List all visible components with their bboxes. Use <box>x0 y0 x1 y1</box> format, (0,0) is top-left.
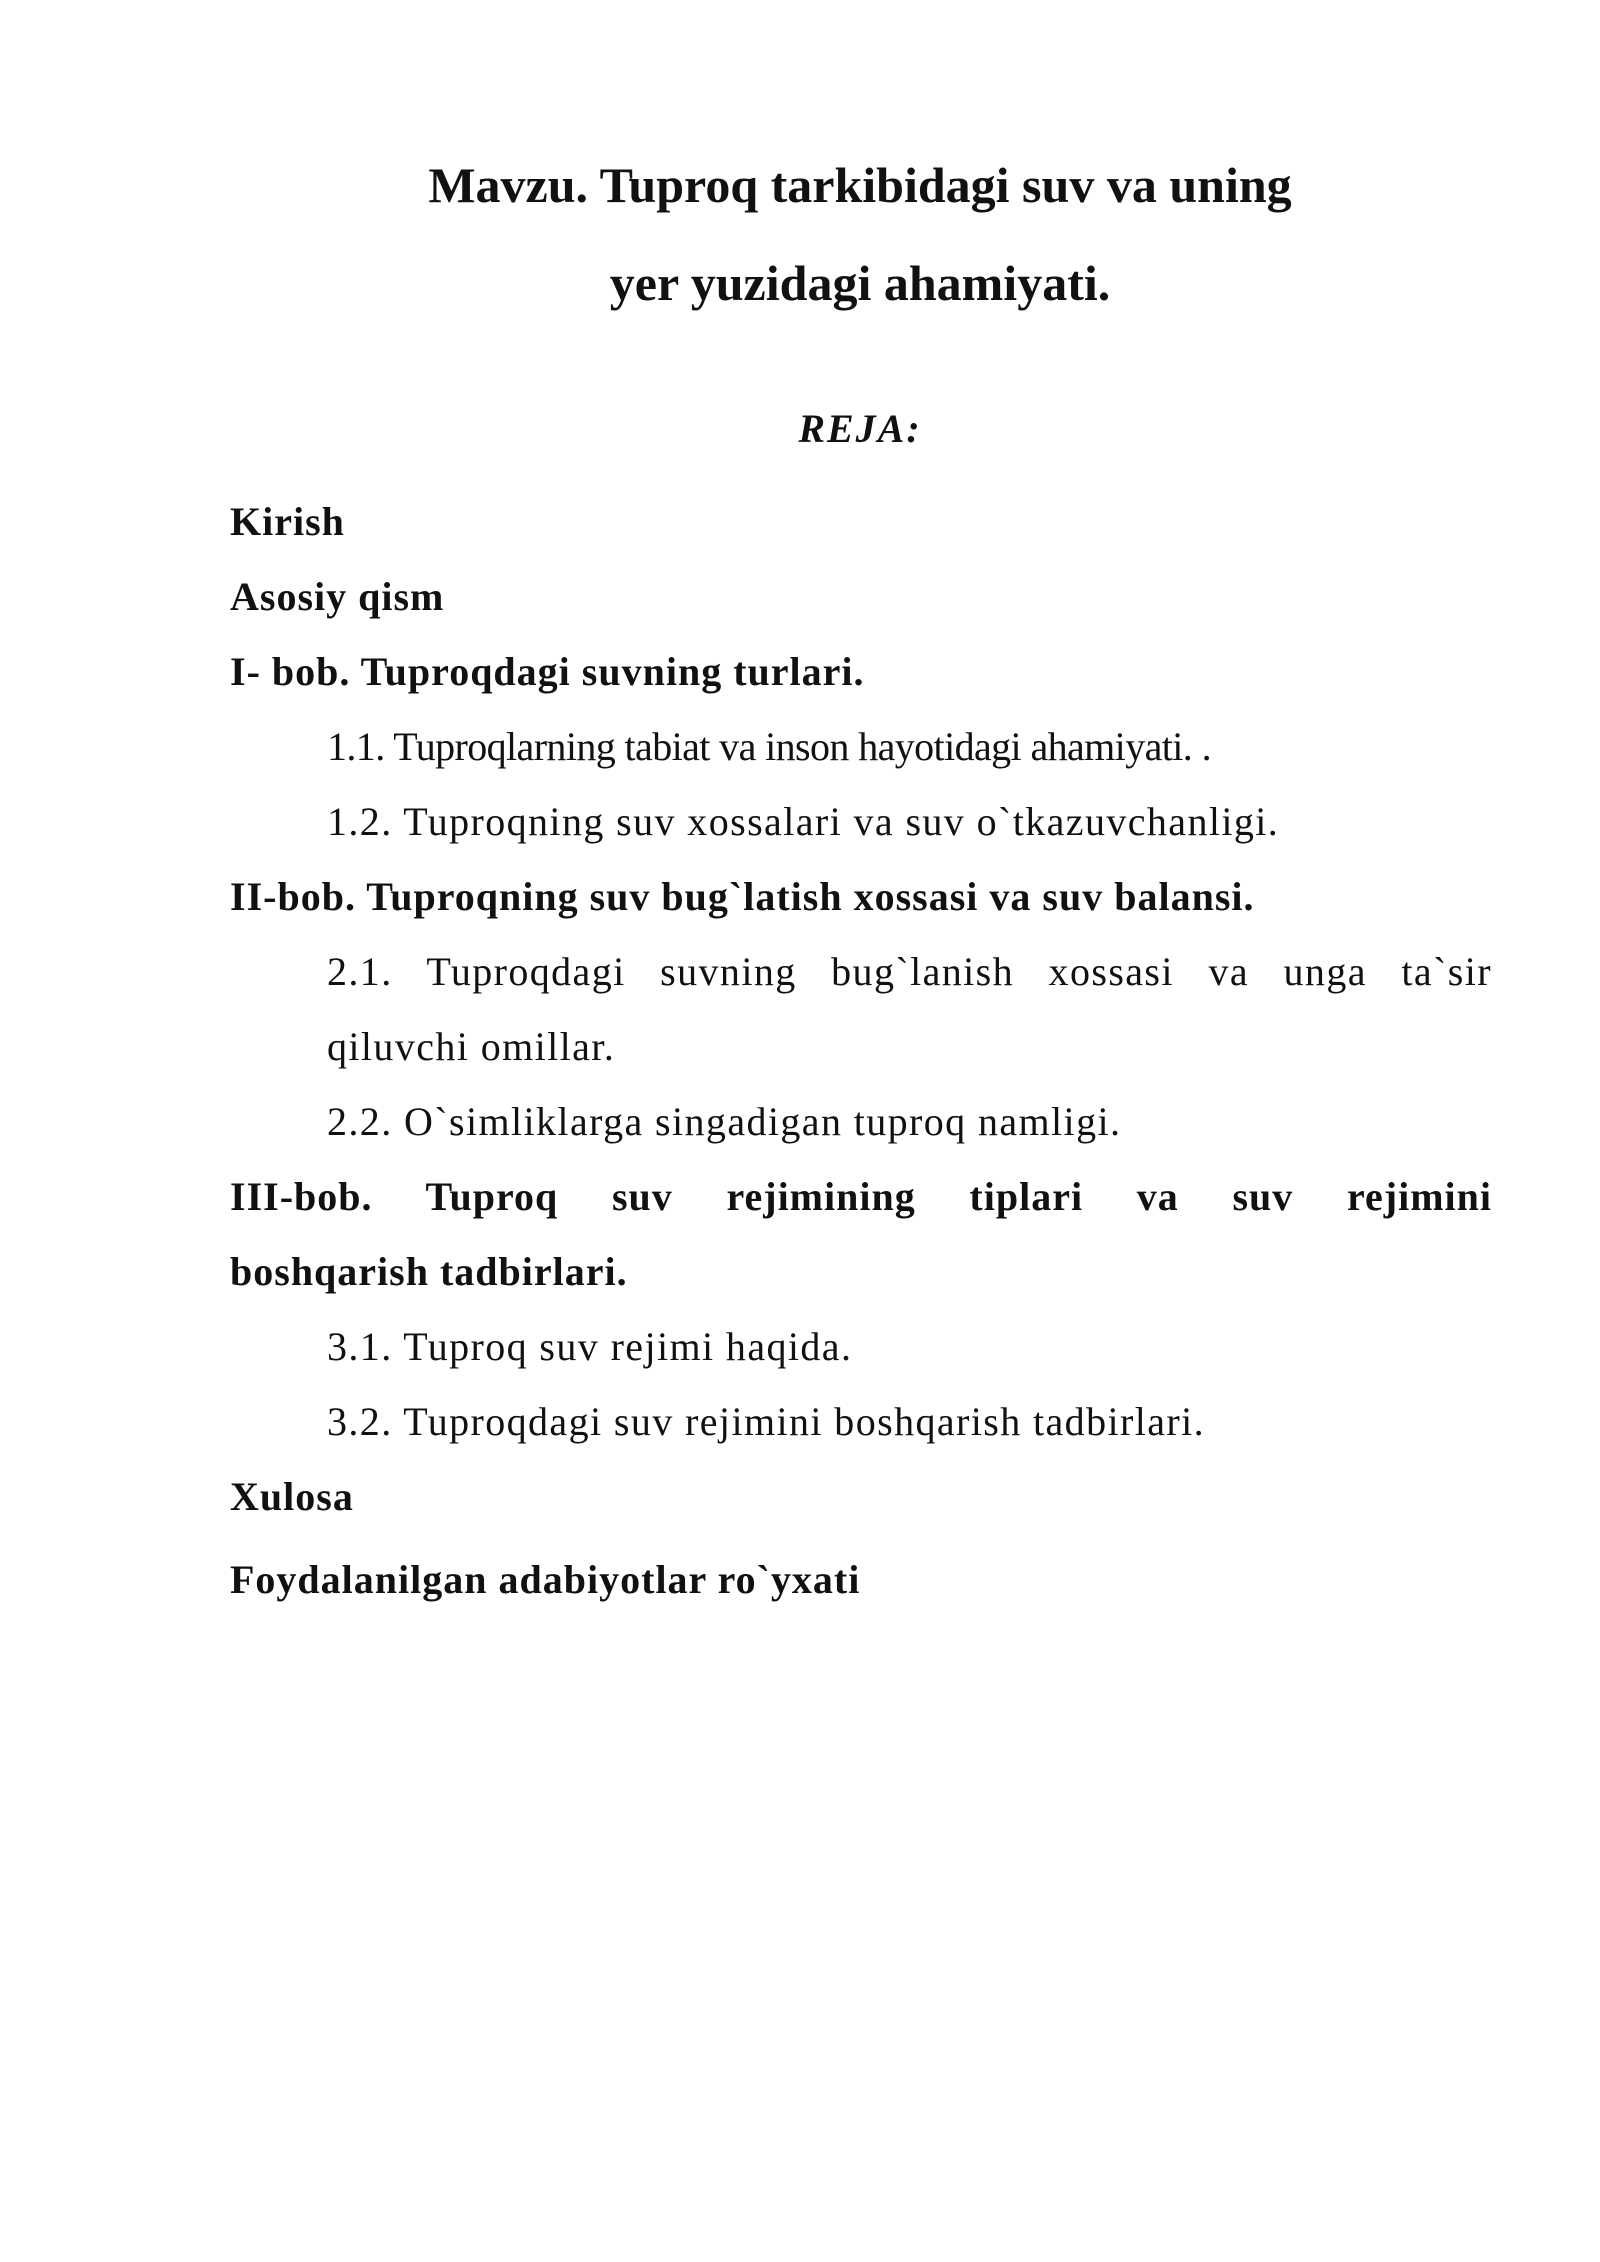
document-title-line-2: yer yuzidagi ahamiyati. <box>609 255 1111 311</box>
toc-section-1-2: 1.2. Tuproqning suv xossalari va suv o`tkazuvchanligi. <box>327 799 1280 844</box>
toc-section-3-2: 3.2. Tuproqdagi suv rejimini boshqarish tadbirlari. <box>327 1399 1206 1444</box>
toc-chapter-1-title: I- bob. Tuproqdagi suvning turlari. <box>230 649 865 694</box>
document-title-line-1: Mavzu. Tuproq tarkibidagi suv va uning <box>428 157 1292 213</box>
toc-section-2-1-line-2: qiluvchi omillar. <box>327 1024 616 1069</box>
toc-intro: Kirish <box>230 499 345 544</box>
toc-main-part: Asosiy qism <box>230 574 445 619</box>
toc-section-2-2: 2.2. O`simliklarga singadigan tuproq namligi. <box>327 1099 1122 1144</box>
plan-heading: REJA: <box>798 406 922 451</box>
toc-section-3-1: 3.1. Tuproq suv rejimi haqida. <box>327 1324 853 1369</box>
toc-references: Foydalanilgan adabiyotlar ro`yxati <box>230 1557 861 1602</box>
toc-conclusion: Xulosa <box>230 1474 354 1519</box>
toc-chapter-2-title: II-bob. Tuproqning suv bug`latish xossasi va suv balansi. <box>230 874 1255 919</box>
toc-section-2-1-line-1: 2.1. Tuproqdagi suvning bug`lanish xossasi va unga ta`sir <box>327 949 1492 994</box>
toc-chapter-3-title-line-1: III-bob. Tuproq suv rejimining tiplari va suv rejimini <box>230 1174 1492 1219</box>
toc-chapter-3-title-line-2: boshqarish tadbirlari. <box>230 1249 628 1294</box>
toc-section-1-1: 1.1. Tuproqlarning tabiat va inson hayotidagi ahamiyati. . <box>327 724 1211 769</box>
